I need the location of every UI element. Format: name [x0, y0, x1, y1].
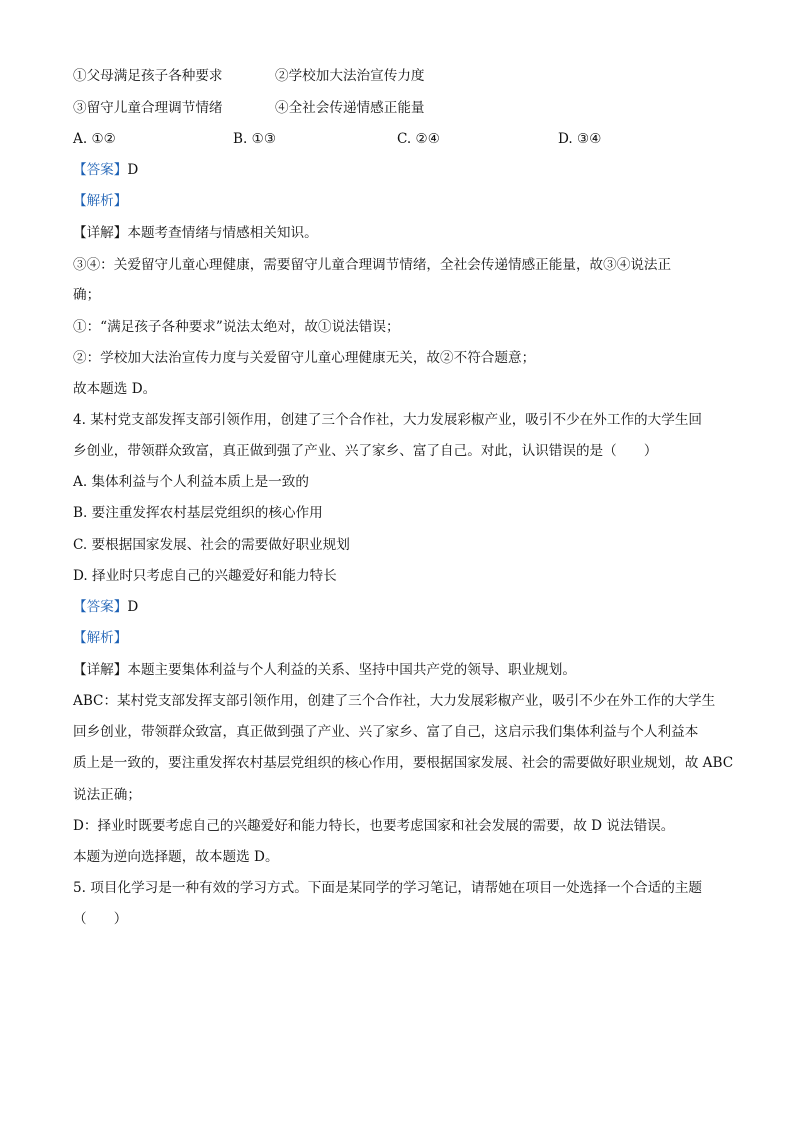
q3-answer-tag: 【答案】: [73, 162, 128, 178]
q4-explain-line-5: D：择业时既要考虑自己的兴趣爱好和能力特长，也要考虑国家和社会发展的需要，故 D 说法错误。: [73, 818, 675, 834]
q3-detail-text: 本题考查情绪与情感相关知识。: [127, 225, 318, 241]
q4-answer-tag: 【答案】: [73, 599, 128, 615]
q4-option-b: B. 要注重发挥农村基层党组织的核心作用: [73, 505, 323, 521]
q5-stem-line-1: 5. 项目化学习是一种有效的学习方式。下面是某同学的学习笔记，请帮她在项目一处选择一个合适的主题: [73, 880, 703, 896]
q3-statements-row-1: [73, 66, 733, 86]
q4-detail-tag: 【详解】: [73, 662, 128, 678]
q3-explain-line-1: ③④：关爱留守儿童心理健康，需要留守儿童合理调节情绪，全社会传递情感正能量，故③④说法正: [73, 257, 672, 273]
q3-detail-tag: 【详解】: [73, 225, 128, 241]
q4-answer-value: D: [127, 599, 139, 615]
q4-analysis-heading: [73, 628, 733, 648]
q4-option-d: D. 择业时只考虑自己的兴趣爱好和能力特长: [73, 568, 337, 584]
q3-statement-2: ②学校加大法治宣传力度: [275, 68, 425, 84]
q4-explain-line-2: 回乡创业，带领群众致富，真正做到强了产业、兴了家乡、富了自己，这启示我们集体利益与个人利益本: [73, 724, 699, 740]
q3-option-c: C. ②④: [397, 131, 440, 147]
q4-answer: [73, 597, 733, 617]
q3-explain-line-4: ②：学校加大法治宣传力度与关爱留守儿童心理健康无关，故②不符合题意；: [73, 350, 536, 366]
q3-analysis-tag: 【解析】: [73, 193, 128, 209]
q5-stem-line-2: （ ）: [73, 911, 128, 927]
q4-explain-line-6: 本题为逆向选择题，故本题选 D。: [73, 849, 279, 865]
q4-explain-line-4: 说法正确；: [73, 787, 141, 803]
q4-stem-line-2: 乡创业，带领群众致富，真正做到强了产业、兴了家乡、富了自己。对此，认识错误的是（ ）: [73, 443, 658, 459]
q3-explain-line-5: 故本题选 D。: [73, 381, 157, 397]
q4-explain-line-1: ABC：某村党支部发挥支部引领作用，创建了三个合作社，大力发展彩椒产业，吸引不少在外工作的大学生: [73, 693, 716, 709]
q3-option-b: B. ①③: [233, 131, 277, 147]
q3-explain-line-3: ①：“满足孩子各种要求”说法太绝对，故①说法错误；: [73, 319, 400, 335]
q3-statement-3: ③留守儿童合理调节情绪: [73, 100, 223, 116]
q3-option-a: A. ①②: [73, 131, 116, 147]
q3-detail: [73, 223, 733, 243]
q4-option-c: C. 要根据国家发展、社会的需要做好职业规划: [73, 537, 350, 553]
q4-option-a: A. 集体利益与个人利益本质上是一致的: [73, 474, 309, 490]
q3-explain-line-2: 确；: [73, 287, 101, 303]
q3-analysis-heading: [73, 191, 733, 211]
q4-detail-text: 本题主要集体利益与个人利益的关系、坚持中国共产党的领导、职业规划。: [127, 662, 576, 678]
q3-answer-value: D: [127, 162, 139, 178]
q3-statement-4: ④全社会传递情感正能量: [275, 100, 425, 116]
q4-explain-line-3: 质上是一致的，要注重发挥农村基层党组织的核心作用，要根据国家发展、社会的需要做好职业规划，故 ABC: [73, 755, 734, 771]
q4-analysis-tag: 【解析】: [73, 630, 128, 646]
q4-detail: [73, 660, 733, 680]
q3-option-d: D. ③④: [558, 131, 602, 147]
q3-answer: [73, 160, 733, 180]
q4-stem-line-1: 4. 某村党支部发挥支部引领作用，创建了三个合作社，大力发展彩椒产业，吸引不少在外工作的大学生回: [73, 412, 703, 428]
q3-statements-row-2: [73, 98, 733, 118]
q3-statement-1: ①父母满足孩子各种要求: [73, 68, 223, 84]
